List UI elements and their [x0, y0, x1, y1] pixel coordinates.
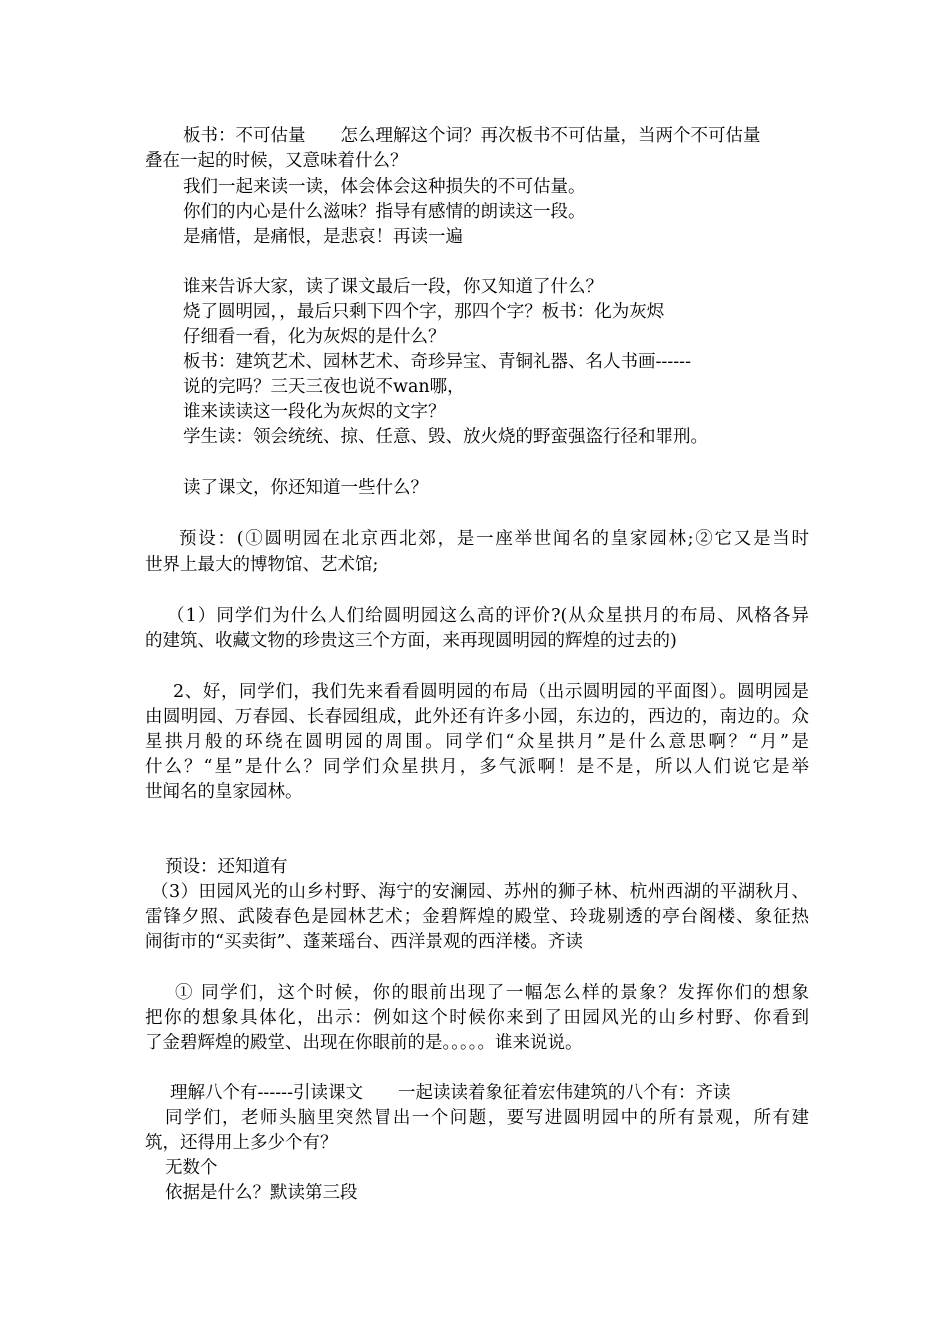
text-line: 理解八个有------引读课文 一起读读着象征着宏伟建筑的八个有：齐读: [170, 1083, 731, 1103]
text-line: 雷锋夕照、武陵春色是园林艺术；金碧辉煌的殿堂、玲珑剔透的亭台阁楼、象征热: [145, 907, 809, 927]
text-line: 谁来告诉大家，读了课文最后一段，你又知道了什么？: [183, 277, 603, 297]
text-line: 了金碧辉煌的殿堂、出现在你眼前的是。。。。。谁来说说。: [145, 1033, 583, 1053]
text-line: 什么？“星”是什么？同学们众星拱月，多气派啊！是不是，所以人们说它是举: [145, 757, 809, 777]
text-line: 预设：还知道有: [165, 857, 288, 877]
text-line: ① 同学们，这个时候，你的眼前出现了一幅怎么样的景象？发挥你们的想象: [175, 983, 809, 1003]
text-line: 同学们，老师头脑里突然冒出一个问题，要写进圆明园中的所有景观，所有建: [165, 1108, 809, 1128]
text-line: 的建筑、收藏文物的珍贵这三个方面，来再现圆明园的辉煌的过去的): [145, 631, 677, 651]
text-line: 世闻名的皇家园林。: [145, 782, 303, 802]
text-line: 把你的想象具体化，出示：例如这个时候你来到了田园风光的山乡村野、你看到: [145, 1008, 809, 1028]
text-line: 学生读：领会统统、掠、任意、毁、放火烧的野蛮强盗行径和罪刑。: [183, 427, 708, 447]
text-line: 闹街市的“买卖街”、蓬莱瑶台、西洋景观的西洋楼。齐读: [145, 932, 583, 952]
text-line: （1）同学们为什么人们给圆明园这么高的评价?(从众星拱月的布局、风格各异: [167, 606, 809, 626]
text-line: 预设：(①圆明园在北京西北郊，是一座举世闻名的皇家园林;②它又是当时: [179, 529, 809, 549]
text-line: 说的完吗？三天三夜也说不wan哪，: [183, 377, 465, 397]
text-line: 世界上最大的博物馆、艺术馆;: [145, 555, 379, 575]
text-line: 读了课文，你还知道一些什么？: [183, 478, 428, 498]
text-line: （3）田园风光的山乡村野、海宁的安澜园、苏州的狮子林、杭州西湖的平湖秋月、: [151, 882, 809, 902]
text-line: 板书：建筑艺术、园林艺术、奇珍异宝、青铜礼器、名人书画------: [183, 352, 691, 372]
text-line: 无数个: [165, 1158, 218, 1178]
text-line: 板书：不可估量 怎么理解这个词？再次板书不可估量，当两个不可估量: [183, 126, 761, 146]
text-line: 星拱月般的环绕在圆明园的周围。同学们“众星拱月”是什么意思啊？“月”是: [145, 732, 809, 752]
text-line: 我们一起来读一读，体会体会这种损失的不可估量。: [183, 177, 586, 197]
text-line: 你们的内心是什么滋味？指导有感情的朗读这一段。: [183, 202, 586, 222]
text-line: 烧了圆明园，，最后只剩下四个字，那四个字？板书：化为灰烬: [183, 302, 665, 322]
text-line: 是痛惜，是痛恨，是悲哀！再读一遍: [183, 227, 463, 247]
text-line: 谁来读读这一段化为灰烬的文字？: [183, 402, 446, 422]
text-line: 仔细看一看，化为灰烬的是什么？: [183, 327, 446, 347]
text-line: 叠在一起的时候，又意味着什么？: [145, 151, 408, 171]
text-line: 2、好，同学们，我们先来看看圆明园的布局（出示圆明园的平面图）。圆明园是: [173, 682, 809, 702]
text-line: 依据是什么？默读第三段: [165, 1183, 358, 1203]
text-line: 由圆明园、万春园、长春园组成，此外还有许多小园，东边的，西边的，南边的。众: [145, 707, 809, 727]
text-line: 筑，还得用上多少个有？: [145, 1133, 338, 1153]
